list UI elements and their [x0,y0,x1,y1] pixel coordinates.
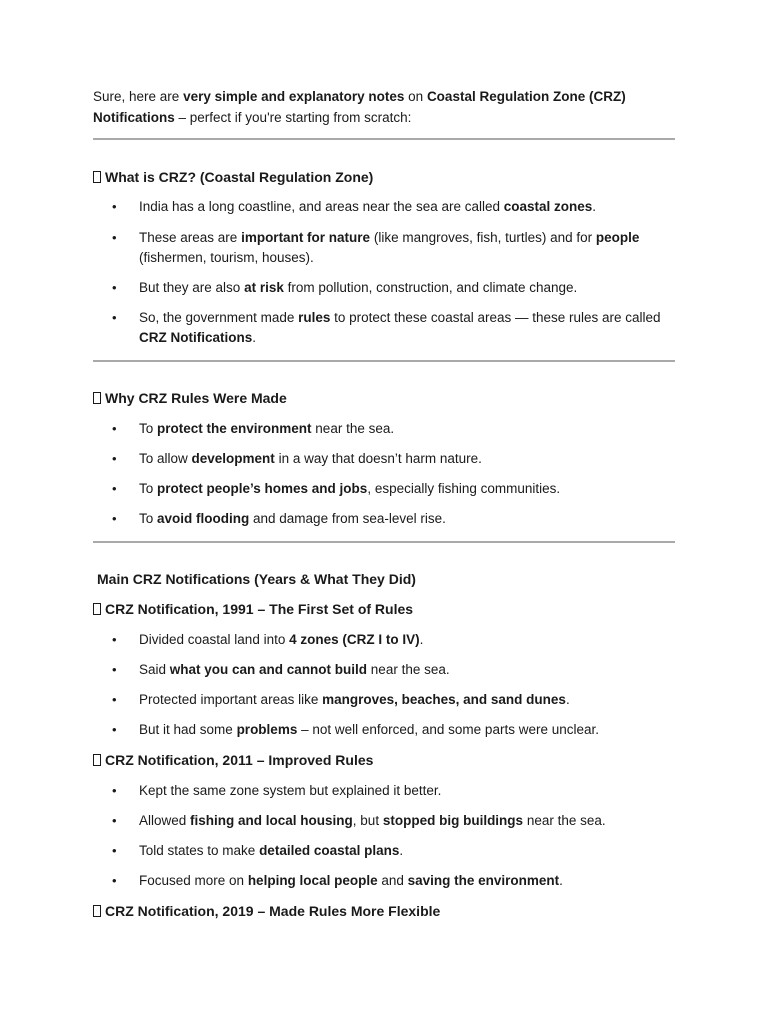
divider [93,360,675,362]
section-heading-why-crz: Why CRZ Rules Were Made [93,389,287,407]
list-item: • But it had some problems – not well enforced, and some parts were unclear. [112,720,687,740]
list-item: • Protected important areas like mangroves, beaches, and sand dunes. [112,690,687,710]
box-icon [93,603,101,615]
section-heading-what-is-crz: What is CRZ? (Coastal Regulation Zone) [93,168,373,186]
list-item: • Told states to make detailed coastal plans. [112,841,687,861]
box-icon [93,754,101,766]
intro-paragraph: Sure, here are very simple and explanatory notes on Coastal Regulation Zone (CRZ) Notifications – perfect if you're starting from scratch: [93,89,626,125]
box-icon [93,905,101,917]
section-heading-crz-1991: CRZ Notification, 1991 – The First Set of Rules [93,600,413,618]
list-item: • But they are also at risk from pollution, construction, and climate change. [112,278,687,298]
list-item: • Said what you can and cannot build near the sea. [112,660,687,680]
list-item: • India has a long coastline, and areas near the sea are called coastal zones. [112,197,687,217]
section-heading-crz-2019: CRZ Notification, 2019 – Made Rules More Flexible [93,902,440,920]
list-item: • Divided coastal land into 4 zones (CRZ I to IV). [112,630,687,650]
list-item: • These areas are important for nature (like mangroves, fish, turtles) and for people (fishermen, tourism, houses). [112,228,687,268]
list-item: • Focused more on helping local people and saving the environment. [112,871,687,891]
list-item: • To protect the environment near the sea. [112,419,687,439]
box-icon [93,392,101,404]
list-item: • Allowed fishing and local housing, but stopped big buildings near the sea. [112,811,687,831]
divider [93,541,675,543]
list-item: • Kept the same zone system but explained it better. [112,781,687,801]
list-item: • To protect people’s homes and jobs, especially fishing communities. [112,479,687,499]
list-item: • So, the government made rules to protect these coastal areas — these rules are called CRZ Notifications. [112,308,687,348]
box-icon [93,171,101,183]
divider [93,138,675,140]
section-heading-crz-2011: CRZ Notification, 2011 – Improved Rules [93,751,373,769]
list-item: • To avoid flooding and damage from sea-level rise. [112,509,687,529]
list-item: • To allow development in a way that doesn’t harm nature. [112,449,687,469]
section-heading-main-notifications: Main CRZ Notifications (Years & What They Did) [97,571,416,587]
